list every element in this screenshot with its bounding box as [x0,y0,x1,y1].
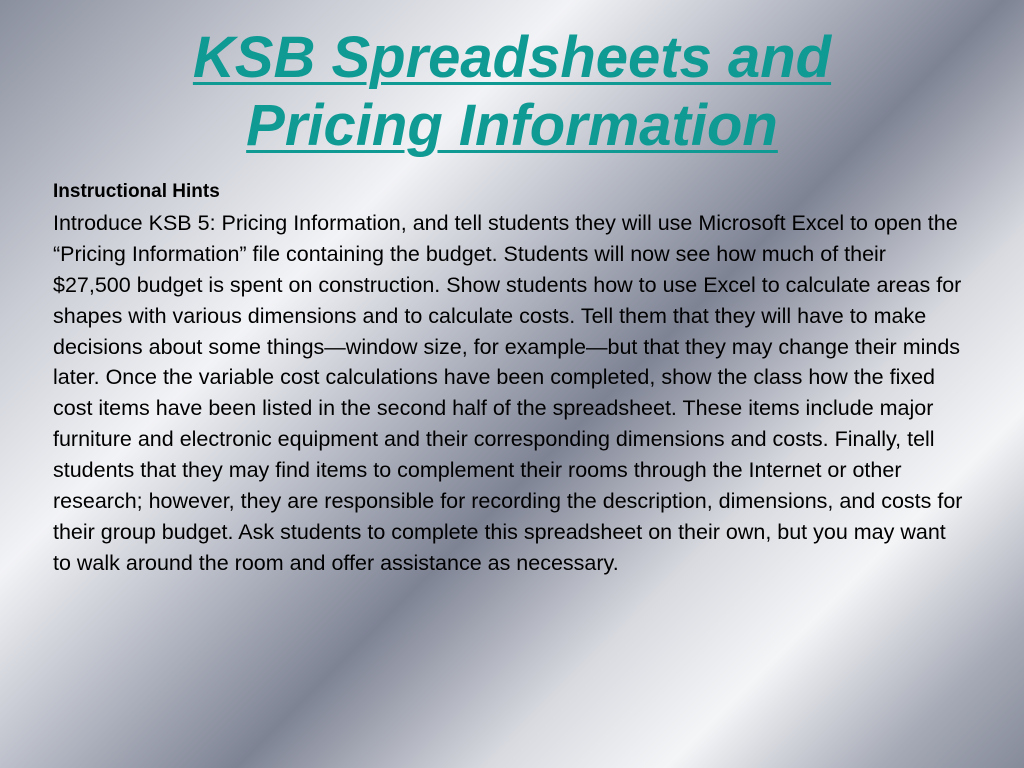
slide-title [40,24,984,160]
instructional-hints-heading: Instructional Hints [53,181,220,202]
instructional-hints-body: Introduce KSB 5: Pricing Information, and tell students they will use Microsoft Excel to open the “Pricing Information” file containing the budget. Students will now see how much of their $27,500 budget is spent on construction. Show students how to use Excel to calculate areas for shapes with various dimensions and to calculate costs. Tell them that they will have to make decisions about some things—window size, for example—but that they may change their minds later. Once the variable cost calculations have been completed, show the class how the fixed cost items have been listed in the second half of the spreadsheet. These items include major furniture and electronic equipment and their corresponding dimensions and costs. Finally, tell students that they may find items to complement their rooms through the Internet or other research; however, they are responsible for recording the description, dimensions, and costs for their group budget. Ask students to complete this spreadsheet on their own, but you may want to walk around the room and offer assistance as necessary. [53,210,963,575]
slide-title-line-1: KSB Spreadsheets and [192,25,832,90]
slide-title-line-2: Pricing Information [246,93,778,158]
slide-content [53,177,963,579]
